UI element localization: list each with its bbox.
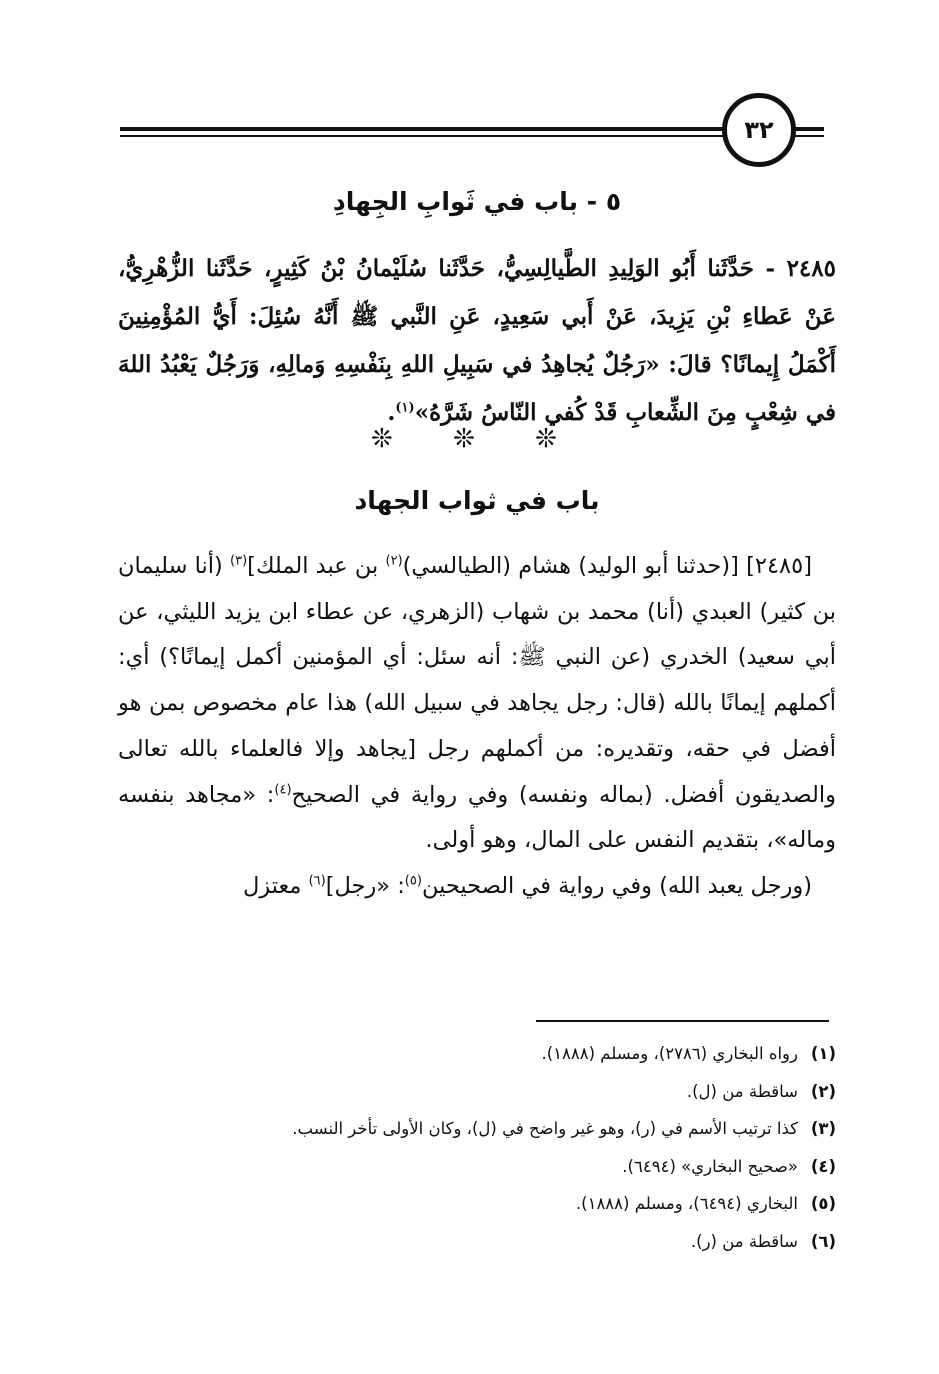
chapter-title: ٥ - باب في ثَوابِ الجِهادِ bbox=[332, 187, 622, 216]
footnote-item bbox=[118, 1185, 836, 1223]
hadith-text: ٢٤٨٥ - حَدَّثَنا أَبُو الوَلِيدِ الطَّيالِسِيُّ، حَدَّثَنا سُلَيْمانُ بْنُ كَثِيرٍ، حَدَّثَنا الزُّهْرِيُّ، عَنْ عَطاءِ بْنِ يَزِيدَ، عَنْ أَبي سَعِيدٍ، عَنِ النَّبي ﷺ أَنَّهُ سُئِلَ: أَيُّ المُؤْمِنِينَ أَكْمَلُ إِيمانًا؟ قالَ: «رَجُلٌ يُجاهِدُ في سَبِيلِ اللهِ بِنَفْسِهِ وَمالِهِ، وَرَجُلٌ يَعْبُدُ اللهَ في شِعْبٍ مِنَ الشِّعابِ قَدْ كُفي النّاسُ شَرَّهُ» bbox=[118, 255, 836, 426]
hadith-text-block: ٢٤٨٥ - حَدَّثَنا أَبُو الوَلِيدِ الطَّيالِسِيُّ، حَدَّثَنا سُلَيْمانُ بْنُ كَثِيرٍ، حَدَّثَنا الزُّهْرِيُّ، عَنْ عَطاءِ بْنِ يَزِيدَ، عَنْ أَبي سَعِيدٍ، عَنِ النَّبي ﷺ أَنَّهُ سُئِلَ: أَيُّ المُؤْمِنِينَ أَكْمَلُ إِيمانًا؟ قالَ: «رَجُلٌ يُجاهِدُ في سَبِيلِ اللهِ بِنَفْسِهِ وَمالِهِ، وَرَجُلٌ يَعْبُدُ اللهَ في شِعْبٍ مِنَ الشِّعابِ قَدْ كُفي النّاسُ شَرَّهُ»$^{(١)}$. bbox=[118, 255, 836, 426]
commentary-title: باب في ثواب الجهاد bbox=[354, 486, 600, 515]
commentary-text: [٢٤٨٥] [(حدثنا أبو الوليد) هشام (الطيالسي) bbox=[402, 553, 812, 579]
footnote-text: البخاري (٦٤٩٤)، ومسلم (١٨٨٨). bbox=[575, 1194, 798, 1213]
header-rule-right-thin bbox=[792, 135, 824, 137]
footnote-ref: (٣) bbox=[230, 553, 248, 569]
footnote-ref: (٤) bbox=[274, 782, 292, 798]
page-number-badge: ٣٢ bbox=[722, 93, 796, 167]
footnote-item bbox=[118, 1148, 836, 1186]
commentary-text: : «رجل] bbox=[325, 872, 405, 899]
footnote-text: «صحيح البخاري» (٦٤٩٤). bbox=[622, 1156, 798, 1176]
footnote-text: ساقطة من (ل). bbox=[686, 1081, 798, 1101]
section-separator: ❊ ❊ ❊ bbox=[371, 424, 583, 454]
commentary-text: معتزل bbox=[242, 872, 309, 899]
commentary-text: (ورجل يعبد الله) وفي رواية في الصحيحين bbox=[421, 872, 812, 899]
footnote-ref: (٦) bbox=[308, 873, 326, 889]
footnote-number: (٢) bbox=[810, 1081, 836, 1101]
footnote-item bbox=[118, 1223, 836, 1261]
footnote-number: (٤) bbox=[810, 1156, 836, 1176]
footnotes bbox=[118, 1035, 836, 1260]
footnote-number: (٣) bbox=[810, 1119, 836, 1138]
footnote-text: ساقطة من (ر). bbox=[690, 1231, 798, 1251]
commentary-body bbox=[118, 544, 836, 910]
commentary-paragraph bbox=[118, 544, 836, 864]
footnote-divider bbox=[536, 1020, 829, 1022]
commentary-text: بن عبد الملك] bbox=[247, 553, 386, 579]
footnote-item bbox=[118, 1110, 836, 1148]
commentary-text: (أنا سليمان بن كثير) العبدي (أنا) محمد بن شهاب (الزهري، عن عطاء ابن يزيد الليثي، عن أبي سعيد) الخدري (عن النبي ﷺ: أنه سئل: أي المؤمنين أكمل إيمانًا؟) أي: أكملهم إيمانًا بالله (قال: رجل يجاهد في سبيل الله) هذا عام مخصوص بمن هو أفضل في حقه، وتقديره: من أكملهم رجل [يجاهد وإلا فالعلماء بالله تعالى والصديقون أفضل. (بماله ونفسه) وفي رواية في الصحيح bbox=[118, 553, 836, 808]
header-rule-thin bbox=[120, 135, 730, 137]
header-rule-thick bbox=[120, 127, 730, 131]
footnote-number: (٥) bbox=[810, 1194, 836, 1213]
footnote-ref: (٥) bbox=[404, 873, 422, 889]
footnote-number: (١) bbox=[810, 1044, 836, 1063]
page-header bbox=[0, 0, 939, 180]
footnote-number: (٦) bbox=[810, 1231, 836, 1251]
footnote-ref: (٢) bbox=[385, 553, 403, 569]
commentary-text: : «مجاهد بنفسه وماله»، بتقديم النفس على المال، وهو أولى. bbox=[118, 781, 836, 854]
footnote-item bbox=[118, 1073, 836, 1111]
header-rule-right-thick bbox=[792, 127, 824, 131]
footnote-item bbox=[118, 1035, 836, 1073]
footnote-ref: (١) bbox=[395, 400, 415, 416]
commentary-paragraph bbox=[118, 864, 836, 910]
footnote-text: رواه البخاري (٢٧٨٦)، ومسلم (١٨٨٨). bbox=[541, 1044, 798, 1063]
footnote-text: كذا ترتيب الأسم في (ر)، وهو غير واضح في (ل)، وكان الأولى تأخر النسب. bbox=[292, 1119, 798, 1138]
